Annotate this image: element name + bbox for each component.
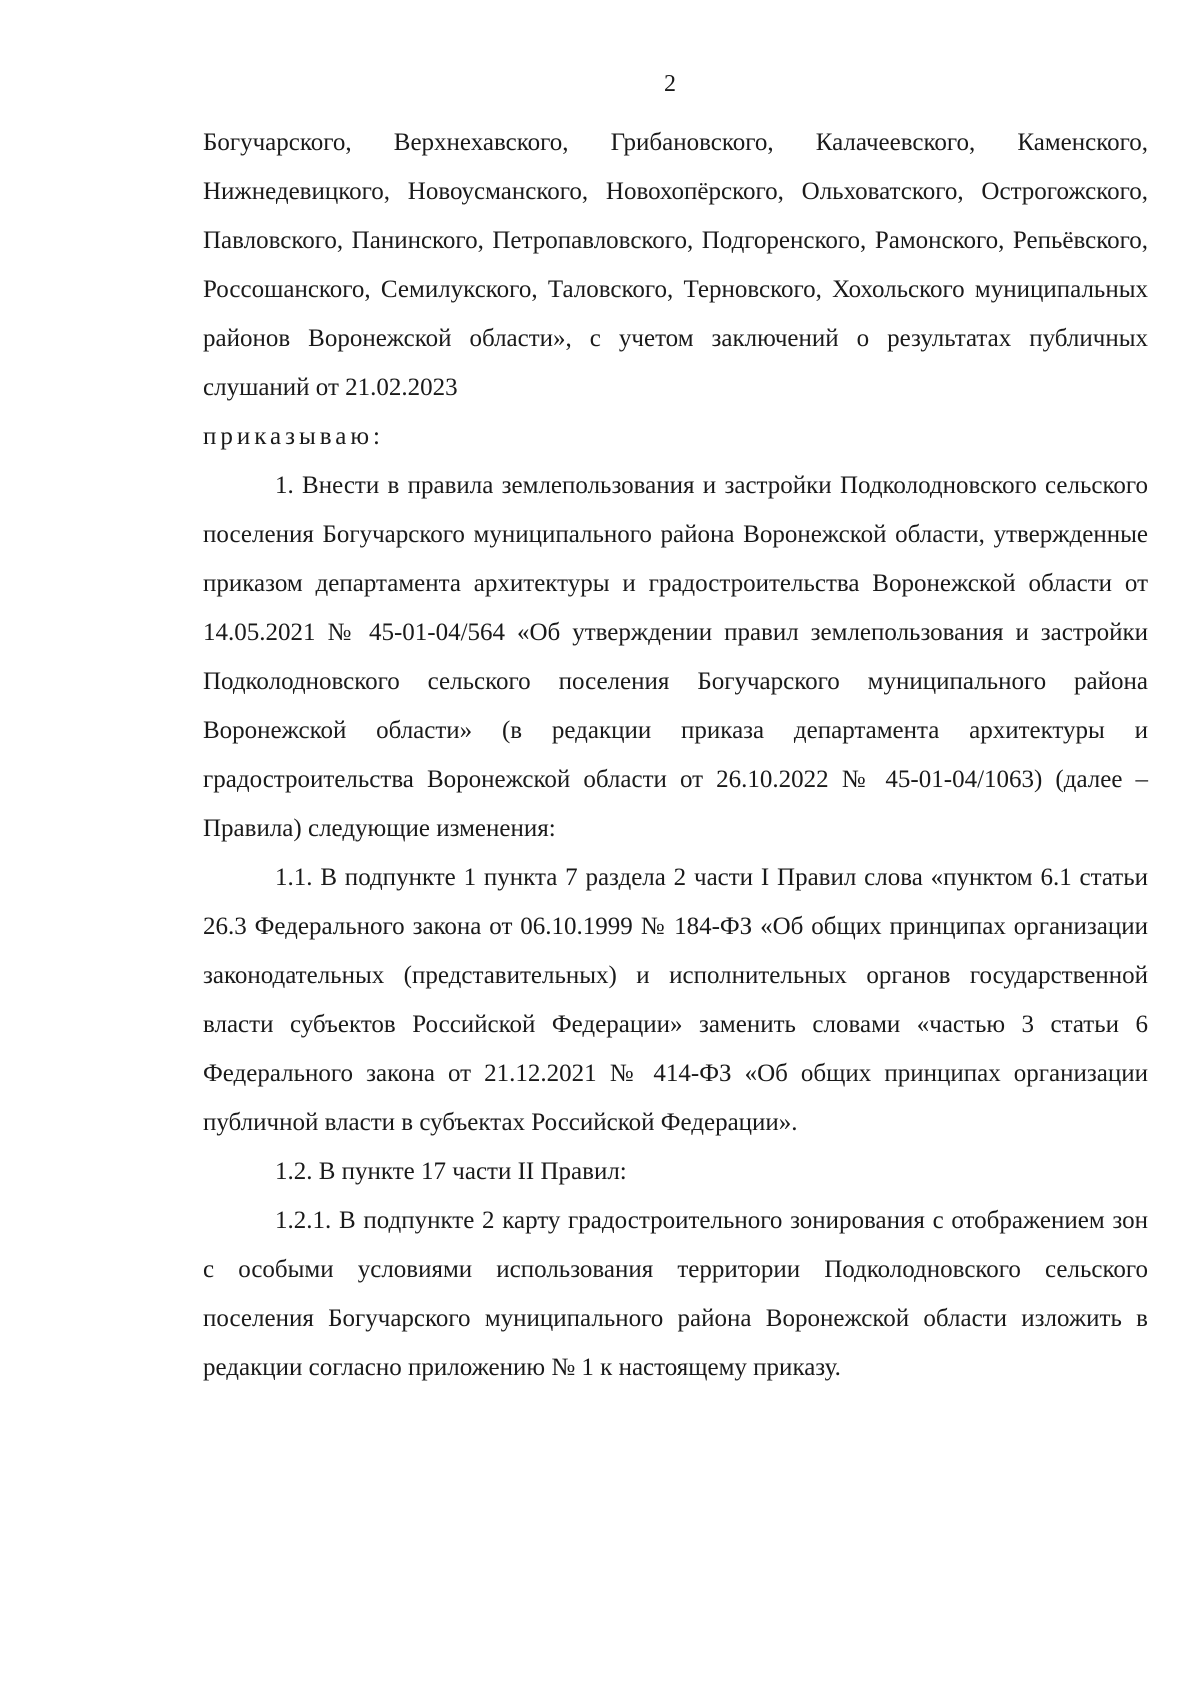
- paragraph-preamble-continuation: Богучарского, Верхнехавского, Грибановского, Калачеевского, Каменского, Нижнедевицкого, Новоусманского, Новохопёрского, Ольховатского, Острогожского, Павловского, Панинского, Петропавловского, Подгоренского, Рамонского, Репьёвского, Россошанского, Семилукского, Таловского, Терновского, Хохольского муниципальных районов Воронежской области», с учетом заключений о результатах публичных слушаний от 21.02.2023: [203, 129, 1148, 401]
- paragraph-item-1-2: 1.2. В пункте 17 части II Правил:: [275, 1158, 627, 1185]
- document-body: [203, 118, 1148, 1392]
- paragraph-order-word: приказываю:: [203, 423, 384, 450]
- paragraph-item-1-1: 1.1. В подпункте 1 пункта 7 раздела 2 части I Правил слова «пунктом 6.1 статьи 26.3 Федерального закона от 06.10.1999 № 184-ФЗ «Об общих принципах организации законодательных (представительных) и исполнительных органов государственной власти субъектов Российской Федерации» заменить словами «частью 3 статьи 6 Федерального закона от 21.12.2021 № 414-ФЗ «Об общих принципах организации публичной власти в субъектах Российской Федерации».: [203, 864, 1148, 1136]
- paragraph-item-1-2-1: 1.2.1. В подпункте 2 карту градостроительного зонирования с отображением зон с особыми условиями использования территории Подколодновского сельского поселения Богучарского муниципального района Воронежской области изложить в редакции согласно приложению № 1 к настоящему приказу.: [203, 1207, 1148, 1381]
- page-number: 2: [664, 71, 676, 97]
- paragraph-item-1: 1. Внести в правила землепользования и застройки Подколодновского сельского поселения Богучарского муниципального района Воронежской области, утвержденные приказом департамента архитектуры и градостроительства Воронежской области от 14.05.2021 № 45-01-04/564 «Об утверждении правил землепользования и застройки Подколодновского сельского поселения Богучарского муниципального района Воронежской области» (в редакции приказа департамента архитектуры и градостроительства Воронежской области от 26.10.2022 № 45-01-04/1063) (далее – Правила) следующие изменения:: [203, 472, 1148, 842]
